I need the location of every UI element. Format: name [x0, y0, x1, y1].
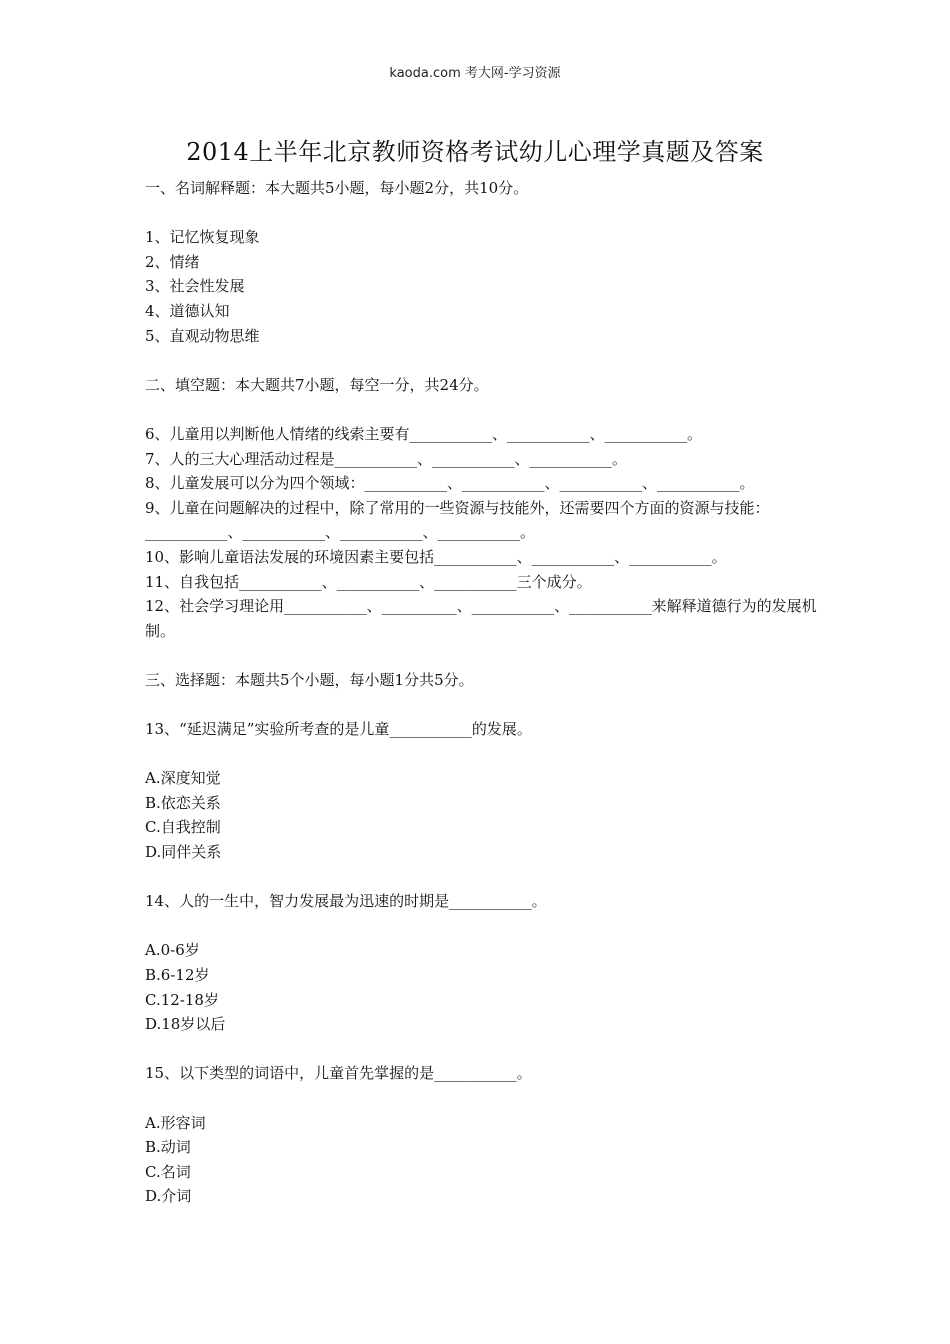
- question-9: 9、儿童在问题解决的过程中，除了常用的一些资源与技能外，还需要四个方面的资源与技能：___________、___________、___________、___________。: [145, 498, 770, 542]
- option: A.深度知觉: [145, 769, 221, 788]
- option: D.介词: [145, 1187, 192, 1206]
- question-15: 15、以下类型的词语中，儿童首先掌握的是___________。: [145, 1064, 532, 1083]
- option: C.名词: [145, 1162, 191, 1181]
- question-10: 10、影响儿童语法发展的环境因素主要包括___________、___________、___________。: [145, 547, 727, 566]
- spacer: [145, 692, 825, 717]
- option: A.形容词: [145, 1113, 206, 1132]
- spacer: [145, 865, 825, 890]
- question-12: 12、社会学习理论用___________、__________、___________、___________来解释道德行为的发展机制。: [145, 597, 817, 640]
- term-item: 2、情绪: [145, 252, 200, 271]
- option: B.6-12岁: [145, 966, 210, 984]
- page-header: kaoda.com 考大网-学习资源: [389, 66, 561, 81]
- question-7: 7、人的三大心理活动过程是___________、___________、___________。: [145, 449, 628, 468]
- spacer: [145, 201, 825, 226]
- term-item: 4、道德认知: [145, 301, 230, 320]
- option: D.18岁以后: [145, 1015, 226, 1034]
- question-8: 8、儿童发展可以分为四个领域：___________、___________、___________、___________。: [145, 474, 755, 493]
- option: A.0-6岁: [145, 941, 200, 960]
- spacer: [145, 348, 825, 373]
- option: C.自我控制: [145, 818, 221, 837]
- spacer: [145, 1037, 825, 1062]
- term-item: 3、社会性发展: [145, 277, 245, 296]
- option: C.12-18岁: [145, 990, 219, 1009]
- option: B.动词: [145, 1138, 191, 1157]
- option: B.依恋关系: [145, 793, 221, 812]
- question-11: 11、自我包括___________、___________、___________三个成分。: [145, 572, 592, 591]
- section-2-heading: 二、填空题：本大题共7小题，每空一分，共24分。: [145, 375, 489, 394]
- term-item: 1、记忆恢复现象: [145, 228, 260, 247]
- spacer: [145, 643, 825, 668]
- section-3-heading: 三、选择题：本题共5个小题，每小题1分共5分。: [145, 670, 474, 689]
- spacer: [145, 914, 825, 939]
- question-6: 6、儿童用以判断他人情绪的线索主要有___________、___________、___________。: [145, 424, 703, 443]
- document-title: 2014上半年北京教师资格考试幼儿心理学真题及答案: [186, 138, 764, 166]
- section-1-heading: 一、名词解释题：本大题共5小题，每小题2分，共10分。: [145, 179, 529, 197]
- question-13: 13、“延迟满足”实验所考查的是儿童___________的发展。: [145, 720, 532, 739]
- spacer: [145, 397, 825, 422]
- question-14: 14、人的一生中，智力发展最为迅速的时期是___________。: [145, 892, 547, 911]
- document-body: [145, 176, 825, 1209]
- spacer: [145, 742, 825, 767]
- term-item: 5、直观动物思维: [145, 326, 260, 345]
- option: D.同伴关系: [145, 843, 222, 862]
- spacer: [145, 1086, 825, 1111]
